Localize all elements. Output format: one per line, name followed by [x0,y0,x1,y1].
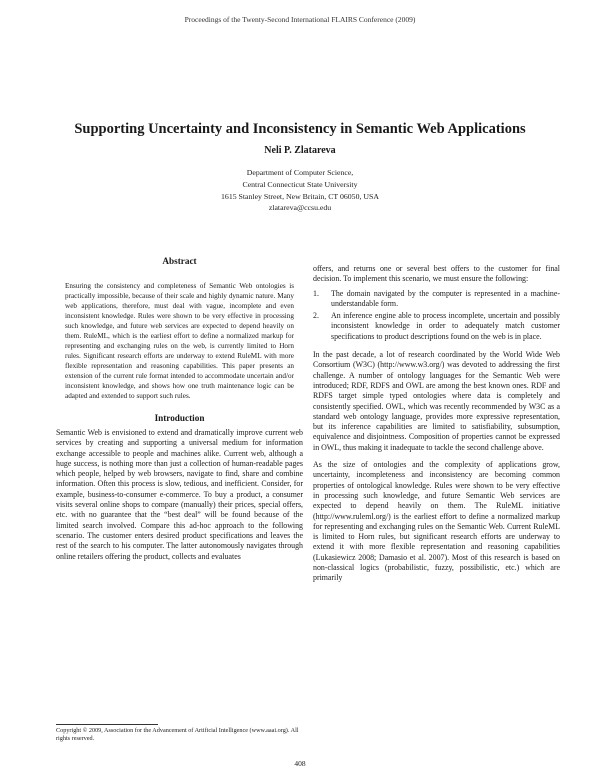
affiliation-department: Department of Computer Science, [246,168,354,177]
requirements-list [313,289,560,342]
footnote-divider [56,724,158,725]
intro-paragraph-2: In the past decade, a lot of research coordinated by the World Wide Web Consortium (W3C) (http://www.w3.org/) was devoted to addressing the first challenge. A number of ontology languages for the Semantic Web were introduced; RDF, RDFS and OWL are among the best known ones. RDF and RDFS target simple typed ontologies where data is completely and consistently specified. OWL, which was recently recommended by W3C as a standard web ontology language, provides more expressive representation, but its inference capabilities are limited to satisfiability, subsumption, equivalence and disjointness. Composition of properties cannot be expressed in OWL, thus making it inadequate to tackle the second challenge above. [313,350,560,452]
paper-title: Supporting Uncertainty and Inconsistency in Semantic Web Applications [74,121,526,137]
intro-paragraph-3: As the size of ontologies and the complexity of applications grow, uncertainty, incompleteness and inconsistency are becoming common properties of ontological knowledge. Rules were shown to be very effective in processing such knowledge, and future Semantic Web services are expected to depend heavily on them. The RuleML initiative (http://www.ruleml.org/) is the earliest effort to define a normalized markup for representing and exchanging rules on the Semantic Web. Current RuleML is limited to Horn rules, but significant research efforts are underway to extend it with more flexible representation and reasoning capabilities (Lukasiewicz 2008; Damasio et al. 2007). Most of this research is based on non-classical logics (probabilistic, fuzzy, possibilistic, etc.) which are primarily [313,460,560,583]
list-item-text: An inference engine able to process incomplete, uncertain and possibly inconsistent knowledge in order to adequately match customer specifications to product descriptions found on the web is in place. [331,311,560,341]
page-number: 408 [294,759,306,768]
list-item-text: The domain navigated by the computer is represented in a machine-understandable form. [331,288,560,308]
right-column [313,264,560,584]
left-column [56,256,303,562]
abstract-text: Ensuring the consistency and completeness of Semantic Web ontologies is practically impossible, because of their scale and highly dynamic nature. Many web applications, therefore, must deal with vague, incomplete and even inconsistent knowledge. Rules were shown to be very effective in processing such knowledge, and future web services are expected to depend heavily on them. RuleML, which is the earliest effort to define a normalized markup for representing and exchanging rules on the web, is currently limited to Horn rules. Significant research efforts are underway to extend RuleML with more flexible representation and reasoning capabilities. This paper presents an extension of the current rule format intended to accommodate uncertain and/or inconsistent knowledge, and shows how one truth maintenance logic can be adapted and extended to support such rules. [65,282,294,400]
abstract-heading: Abstract [162,256,197,266]
author-affiliation [0,167,600,214]
introduction-heading: Introduction [154,413,205,423]
list-item [313,311,560,342]
list-item-number: 1. [313,288,319,298]
affiliation-address: 1615 Stanley Street, New Britain, CT 06050, USA [221,191,379,201]
affiliation-university: Central Connecticut State University [242,179,358,189]
intro-paragraph-1-continued: offers, and returns one or several best offers to the customer for final decision. To implement this scenario, we must ensure the following: [313,264,560,284]
copyright-footnote: Copyright © 2009, Association for the Advancement of Artificial Intelligence (www.aaai.org). All rights reserved. [56,727,299,743]
list-item-number: 2. [313,311,319,321]
intro-paragraph-1: Semantic Web is envisioned to extend and dramatically improve current web services by creating and supporting a universal medium for information exchange accessible to people and machines alike. Current web, although a huge success, is nothing more than just a collection of human-readable pages which people, helped by web browsers, navigate to find, share and combine information. Often this process is slow, tedious, and inefficient. Consider, for example, business-to-consumer e-commerce. To buy a product, a consumer visits several online shops to compare (manually) their prices, special offers, etc. with no guarantee that the “best deal” will be found because of the limited search involved. Compare this ad-hoc approach to the following scenario. The customer enters desired product specifications and leaves the rest of the search to his computer. The latter autonomously navigates through online retailers offering the product, collects and evaluates [56,428,303,561]
author-name: Neli P. Zlatareva [264,145,336,156]
list-item [313,289,560,310]
proceedings-header: Proceedings of the Twenty-Second International FLAIRS Conference (2009) [184,15,416,24]
affiliation-email: zlatareva@ccsu.edu [268,203,332,213]
